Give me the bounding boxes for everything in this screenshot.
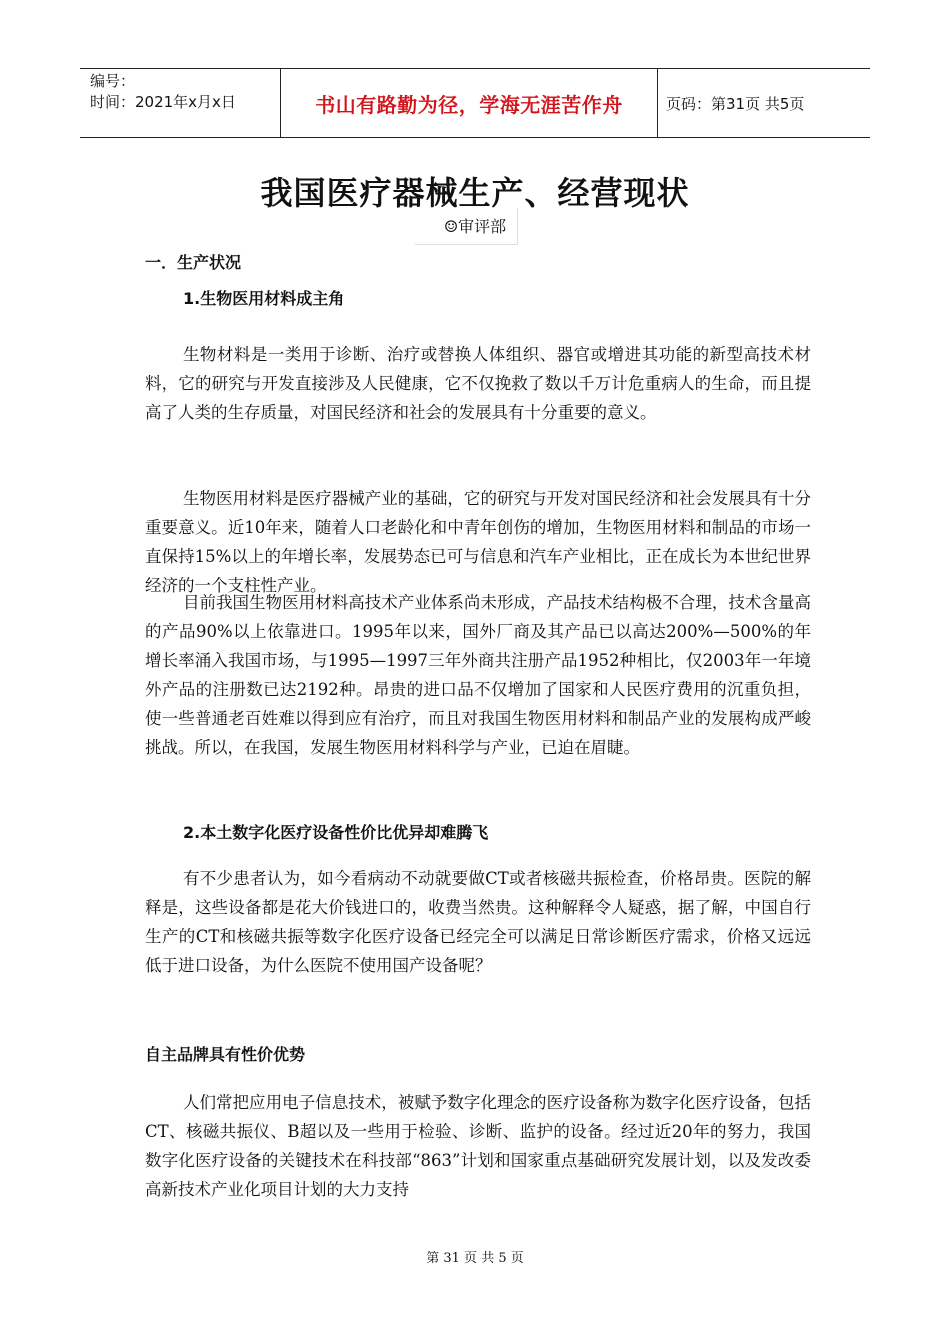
paragraph: 有不少患者认为，如今看病动不动就要做CT或者核磁共振检查，价格昂贵。医院的解释是，这些设备都是花大价钱进口的，收费当然贵。这种解释令人疑惑，据了解，中国自行生产的CT和核磁共振等数字化医疗设备已经完全可以满足日常诊断医疗需求，价格又远远低于进口设备，为什么医院不使用国产设备呢？ bbox=[145, 869, 811, 975]
subsection-heading: 2.本土数字化医疗设备性价比优异却难腾飞 bbox=[183, 823, 489, 842]
document-title: 我国医疗器械生产、经营现状 bbox=[260, 174, 690, 212]
paragraph: 目前我国生物医用材料高技术产业体系尚未形成，产品技术结构极不合理，技术含量高的产品90%以上依靠进口。1995年以来，国外厂商及其产品已以高达200%—500%的年增长率涌入我国市场，与1995—1997三年外商共注册产品1952种相比，仅2003年一年境外产品的注册数已达2192种。昂贵的进口品不仅增加了国家和人民医疗费用的沉重负担，使一些普通老百姓难以得到应有治疗，而且对我国生物医用材料和制品产业的发展构成严峻挑战。所以，在我国，发展生物医用材料科学与产业，已迫在眉睫。 bbox=[145, 593, 811, 757]
header-page-info: 页码：第31页 共5页 bbox=[666, 94, 805, 113]
document-date: 时间：2021年x月x日 bbox=[90, 93, 236, 111]
section-heading: 一．生产状况 bbox=[145, 253, 242, 272]
sub-topic-heading: 自主品牌具有性价优势 bbox=[145, 1045, 306, 1064]
page-footer: 第 31 页 共 5 页 bbox=[426, 1251, 524, 1266]
document-author: ☺审评部 bbox=[443, 217, 507, 236]
page-header bbox=[80, 68, 870, 138]
document-number-label: 编号： bbox=[90, 72, 136, 90]
header-motto: 书山有路勤为径，学海无涯苦作舟 bbox=[281, 69, 658, 137]
header-meta bbox=[80, 69, 281, 137]
paragraph: 人们常把应用电子信息技术，被赋予数字化理念的医疗设备称为数字化医疗设备，包括CT、核磁共振仪、B超以及一些用于检验、诊断、监护的设备。经过近20年的努力，我国数字化医疗设备的关键技术在科技部“863”计划和国家重点基础研究发展计划，以及发改委高新技术产业化项目计划的大力支持 bbox=[145, 1093, 811, 1199]
paragraph: 生物医用材料是医疗器械产业的基础，它的研究与开发对国民经济和社会发展具有十分重要意义。近10年来，随着人口老龄化和中青年创伤的增加，生物医用材料和制品的市场一直保持15%以上的年增长率，发展势态已可与信息和汽车产业相比，正在成长为本世纪世界经济的一个支柱性产业。 bbox=[145, 489, 811, 595]
paragraph: 生物材料是一类用于诊断、治疗或替换人体组织、器官或增进其功能的新型高技术材料，它的研究与开发直接涉及人民健康，它不仅挽救了数以千万计危重病人的生命，而且提高了人类的生存质量，对国民经济和社会的发展具有十分重要的意义。 bbox=[145, 345, 811, 422]
subsection-heading: 1.生物医用材料成主角 bbox=[183, 289, 345, 308]
